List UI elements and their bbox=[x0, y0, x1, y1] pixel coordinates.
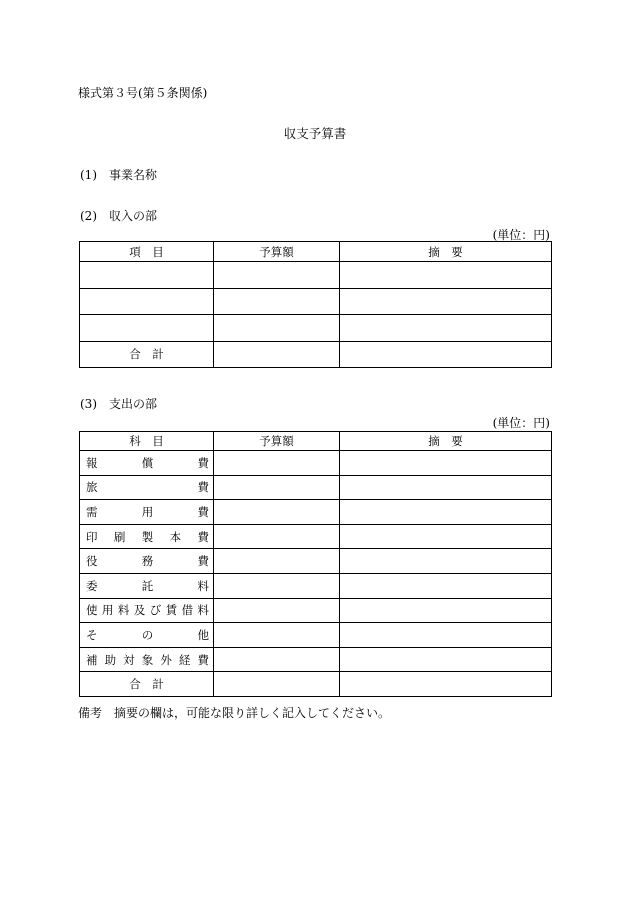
expense-remarks-cell[interactable] bbox=[340, 451, 552, 476]
expense-remarks-cell[interactable] bbox=[340, 524, 552, 549]
expense-header-row bbox=[80, 432, 552, 451]
expense-item-label: 報 償 費 bbox=[80, 451, 214, 476]
expense-remarks-cell[interactable] bbox=[340, 475, 552, 500]
remarks-note: 備考 摘要の欄は，可能な限り詳しく記入してください。 bbox=[78, 706, 391, 720]
table-row bbox=[80, 451, 552, 476]
table-row bbox=[80, 500, 552, 525]
income-item-cell[interactable] bbox=[80, 288, 214, 315]
expense-remarks-cell[interactable] bbox=[340, 573, 552, 598]
expense-remarks-cell[interactable] bbox=[340, 598, 552, 623]
income-total-label: 合 計 bbox=[80, 341, 214, 368]
income-budget-cell[interactable] bbox=[214, 315, 340, 342]
income-header-remarks: 摘 要 bbox=[340, 242, 552, 262]
income-budget-cell[interactable] bbox=[214, 288, 340, 315]
table-row bbox=[80, 288, 552, 315]
expense-budget-cell[interactable] bbox=[214, 451, 340, 476]
expense-table bbox=[79, 431, 552, 697]
expense-remarks-cell[interactable] bbox=[340, 623, 552, 648]
income-remarks-cell[interactable] bbox=[340, 315, 552, 342]
income-header-budget: 予算額 bbox=[214, 242, 340, 262]
expense-item-label: 使 用 料 及 び 賃 借 料 bbox=[80, 598, 214, 623]
expense-total-row bbox=[80, 672, 552, 697]
income-unit: (単位：円) bbox=[492, 228, 550, 242]
income-item-cell[interactable] bbox=[80, 315, 214, 342]
expense-item-label: 補 助 対 象 外 経 費 bbox=[80, 647, 214, 672]
table-row bbox=[80, 623, 552, 648]
expense-budget-cell[interactable] bbox=[214, 524, 340, 549]
table-row bbox=[80, 262, 552, 289]
table-row bbox=[80, 549, 552, 574]
income-total-row bbox=[80, 341, 552, 368]
expense-header-item: 科 目 bbox=[80, 432, 214, 451]
income-header-item: 項 目 bbox=[80, 242, 214, 262]
table-row bbox=[80, 647, 552, 672]
section-income: (2) 収入の部 bbox=[80, 209, 157, 223]
form-number: 様式第３号(第５条関係) bbox=[78, 86, 208, 100]
expense-item-label: そ の 他 bbox=[80, 623, 214, 648]
expense-total-budget-cell[interactable] bbox=[214, 672, 340, 697]
table-row bbox=[80, 598, 552, 623]
table-row bbox=[80, 524, 552, 549]
income-table bbox=[79, 241, 552, 368]
income-total-remarks-cell[interactable] bbox=[340, 341, 552, 368]
expense-total-label: 合 計 bbox=[80, 672, 214, 697]
income-budget-cell[interactable] bbox=[214, 262, 340, 289]
expense-item-label: 委 託 料 bbox=[80, 573, 214, 598]
income-total-budget-cell[interactable] bbox=[214, 341, 340, 368]
expense-total-remarks-cell[interactable] bbox=[340, 672, 552, 697]
table-row bbox=[80, 573, 552, 598]
expense-budget-cell[interactable] bbox=[214, 500, 340, 525]
section-expense: (3) 支出の部 bbox=[80, 397, 157, 411]
income-remarks-cell[interactable] bbox=[340, 288, 552, 315]
expense-item-label: 需 用 費 bbox=[80, 500, 214, 525]
income-header-row bbox=[80, 242, 552, 262]
expense-header-budget: 予算額 bbox=[214, 432, 340, 451]
expense-budget-cell[interactable] bbox=[214, 598, 340, 623]
expense-budget-cell[interactable] bbox=[214, 549, 340, 574]
expense-budget-cell[interactable] bbox=[214, 623, 340, 648]
expense-unit: (単位：円) bbox=[492, 416, 550, 430]
expense-budget-cell[interactable] bbox=[214, 647, 340, 672]
expense-header-remarks: 摘 要 bbox=[340, 432, 552, 451]
expense-remarks-cell[interactable] bbox=[340, 549, 552, 574]
expense-item-label: 印 刷 製 本 費 bbox=[80, 524, 214, 549]
table-row bbox=[80, 315, 552, 342]
section-project-name: (1) 事業名称 bbox=[80, 168, 157, 182]
expense-item-label: 役 務 費 bbox=[80, 549, 214, 574]
expense-item-label: 旅 費 bbox=[80, 475, 214, 500]
expense-budget-cell[interactable] bbox=[214, 573, 340, 598]
expense-remarks-cell[interactable] bbox=[340, 500, 552, 525]
document-title: 収支予算書 bbox=[283, 126, 347, 141]
income-remarks-cell[interactable] bbox=[340, 262, 552, 289]
expense-remarks-cell[interactable] bbox=[340, 647, 552, 672]
income-item-cell[interactable] bbox=[80, 262, 214, 289]
expense-budget-cell[interactable] bbox=[214, 475, 340, 500]
table-row bbox=[80, 475, 552, 500]
